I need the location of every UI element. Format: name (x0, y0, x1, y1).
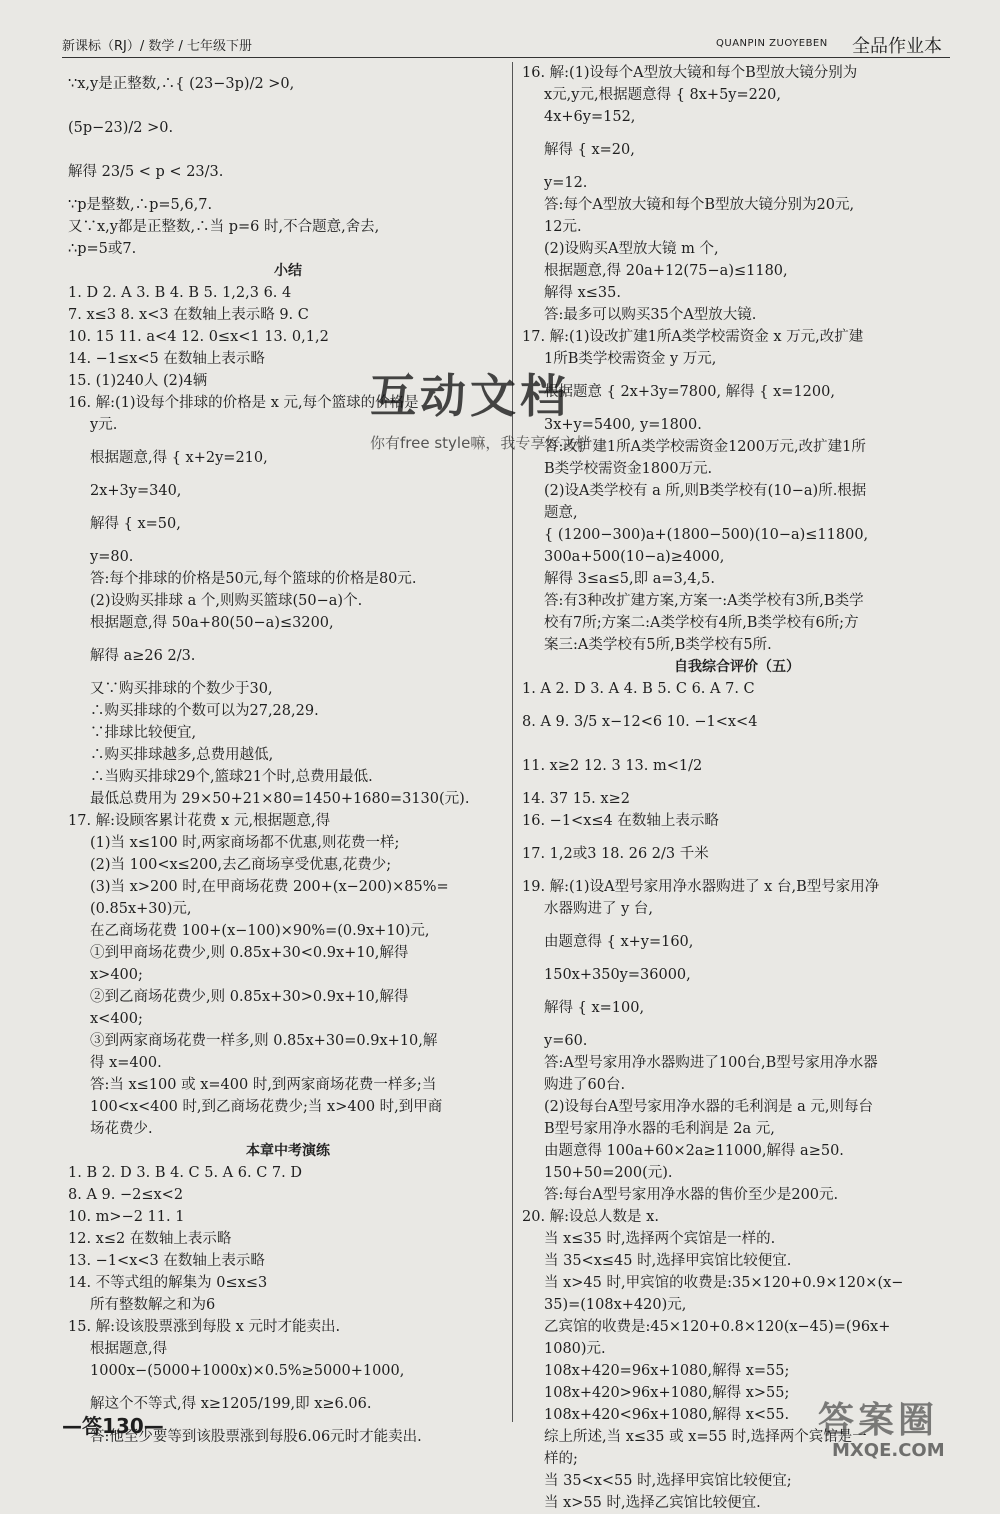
text-line: 又∵购买排球的个数少于30, (90, 681, 273, 697)
page-number: —答130— (62, 1414, 164, 1438)
header-rule (62, 57, 950, 58)
text-line: 100<x<400 时,到乙商场花费少;当 x>400 时,到甲商 (90, 1099, 443, 1115)
text-line: 16. 解:(1)设每个A型放大镜和每个B型放大镜分别为 (522, 65, 858, 81)
text-line: y元. (90, 417, 118, 433)
text-line: 由题意得 100a+60×2a≥11000,解得 a≥50. (544, 1143, 844, 1159)
column-divider (512, 62, 513, 1422)
text-line: (2)当 100<x≤200,去乙商场享受优惠,花费少; (90, 857, 392, 873)
text-line: (3)当 x>200 时,在甲商场花费 200+(x−200)×85%= (90, 879, 449, 895)
text-line: 答:最多可以购买35个A型放大镜. (544, 307, 757, 323)
text-line: 14. 不等式组的解集为 0≤x≤3 (68, 1275, 268, 1291)
text-line: 解得 { x=20, (544, 142, 635, 158)
text-line: (1)当 x≤100 时,两家商场都不优惠,则花费一样; (90, 835, 400, 851)
text-line: x<400; (90, 1011, 143, 1027)
text-line: 20. 解:设总人数是 x. (522, 1209, 659, 1225)
text-line: 购进了60台. (544, 1077, 626, 1093)
text-line: (2)设购买A型放大镜 m 个, (544, 241, 719, 257)
text-line: 14. −1≤x<5 在数轴上表示略 (68, 351, 265, 367)
text-line: 108x+420=96x+1080,解得 x=55; (544, 1363, 790, 1379)
text-line: 由题意得 { x+y=160, (544, 934, 694, 950)
text-line: 当 x≤35 时,选择两个宾馆是一样的. (544, 1231, 776, 1247)
text-line: 答:有3种改扩建方案,方案一:A类学校有3所,B类学 (544, 593, 864, 609)
text-line: ∴购买排球越多,总费用越低, (90, 747, 274, 763)
text-line: 所有整数解之和为6 (90, 1297, 216, 1313)
text-line: 11. x≥2 12. 3 13. m<1/2 (522, 758, 703, 774)
text-line: 得 x=400. (90, 1055, 162, 1071)
series-pinyin: QUANPIN ZUOYEBEN (716, 38, 828, 49)
text-line: 1080)元. (544, 1341, 606, 1357)
text-line: 在乙商场花费 100+(x−100)×90%=(0.9x+10)元, (90, 923, 430, 939)
watermark-title: 互动文档 (370, 369, 570, 423)
text-line: y=80. (90, 549, 134, 565)
text-line: 解得 { x=50, (90, 516, 181, 532)
text-line: 解得 23/5 < p < 23/3. (68, 164, 224, 180)
text-line: 答:每个A型放大镜和每个B型放大镜分别为20元, (544, 197, 855, 213)
text-line: ∴p=5或7. (68, 241, 137, 257)
text-line: (2)设每台A型号家用净水器的毛利润是 a 元,则每台 (544, 1099, 873, 1115)
text-line: 答:每个排球的价格是50元,每个篮球的价格是80元. (90, 571, 417, 587)
left-column (68, 62, 508, 1448)
text-line: 108x+420>96x+1080,解得 x>55; (544, 1385, 790, 1401)
text-line: (5p−23)/2 >0. (68, 120, 174, 136)
corner-logo-title: 答案圈 (818, 1400, 939, 1441)
section-heading: 本章中考演练 (246, 1143, 330, 1159)
text-line: 2x+3y=340, (90, 483, 182, 499)
text-line: 样的; (544, 1451, 578, 1467)
text-line: 当 35<x<55 时,选择甲宾馆比较便宜; (544, 1473, 792, 1489)
text-line: 答:改扩建1所A类学校需资金1200万元,改扩建1所 (544, 439, 866, 455)
text-line: ①到甲商场花费少,则 0.85x+30<0.9x+10,解得 (90, 945, 409, 961)
text-line: 根据题意,得 (90, 1341, 168, 1357)
series-title: 全品作业本 (852, 36, 942, 57)
text-line: 17. 解:(1)设改扩建1所A类学校需资金 x 万元,改扩建 (522, 329, 864, 345)
text-line: 乙宾馆的收费是:45×120+0.8×120(x−45)=(96x+ (544, 1319, 891, 1335)
text-line: 答:每台A型号家用净水器的售价至少是200元. (544, 1187, 839, 1203)
text-line: 根据题意,得 { x+2y=210, (90, 450, 268, 466)
text-line: 最低总费用为 29×50+21×80=1450+1680=3130(元). (90, 791, 470, 807)
text-line: 16. −1<x≤4 在数轴上表示略 (522, 813, 719, 829)
text-line: 150x+350y=36000, (544, 967, 691, 983)
right-column (522, 62, 952, 1514)
text-line: 10. m>−2 11. 1 (68, 1209, 185, 1225)
text-line: 解这个不等式,得 x≥1205/199,即 x≥6.06. (90, 1396, 372, 1412)
text-line: 10. 15 11. a<4 12. 0≤x<1 13. 0,1,2 (68, 329, 329, 345)
text-line: 17. 1,2或3 18. 26 2/3 千米 (522, 846, 709, 862)
text-line: ∴购买排球的个数可以为27,28,29. (90, 703, 319, 719)
text-line: 300a+500(10−a)≥4000, (544, 549, 725, 565)
text-line: 12. x≤2 在数轴上表示略 (68, 1231, 232, 1247)
text-line: 35)=(108x+420)元, (544, 1297, 687, 1313)
text-line: { (1200−300)a+(1800−500)(10−a)≤11800, (544, 527, 869, 543)
text-line: 7. x≤3 8. x<3 在数轴上表示略 9. C (68, 307, 309, 323)
text-line: (2)设购买排球 a 个,则购买篮球(50−a)个. (90, 593, 363, 609)
watermark-subtitle: 你有free style嘛，我专享好文档 (370, 434, 591, 452)
text-line: 15. (1)240人 (2)4辆 (68, 373, 208, 389)
text-line: ∵x,y是正整数,∴{ (23−3p)/2 >0, (68, 76, 295, 92)
text-line: 17. 解:设顾客累计花费 x 元,根据题意,得 (68, 813, 331, 829)
text-line: 解得 { x=100, (544, 1000, 645, 1016)
text-line: 当 x>55 时,选择乙宾馆比较便宜. (544, 1495, 761, 1511)
text-line: 8. A 9. 3/5 x−12<6 10. −1<x<4 (522, 714, 758, 730)
text-line: 解得 3≤a≤5,即 a=3,4,5. (544, 571, 716, 587)
text-line: y=12. (544, 175, 588, 191)
text-line: 8. A 9. −2≤x<2 (68, 1187, 184, 1203)
text-line: 水器购进了 y 台, (544, 901, 654, 917)
text-line: 根据题意,得 50a+80(50−a)≤3200, (90, 615, 334, 631)
text-line: 答:A型号家用净水器购进了100台,B型号家用净水器 (544, 1055, 878, 1071)
text-line: y=60. (544, 1033, 588, 1049)
text-line: x>400; (90, 967, 143, 983)
text-line: 根据题意 { 2x+3y=7800, 解得 { x=1200, (544, 384, 835, 400)
corner-logo (818, 1392, 988, 1466)
text-line: 1. A 2. D 3. A 4. B 5. C 6. A 7. C (522, 681, 755, 697)
text-line: 解得 a≥26 2/3. (90, 648, 196, 664)
text-line: 题意, (544, 505, 578, 521)
text-line: 校有7所;方案二:A类学校有4所,B类学校有6所;方 (544, 615, 859, 631)
text-line: 3x+y=5400, y=1800. (544, 417, 702, 433)
text-line: 1000x−(5000+1000x)×0.5%≥5000+1000, (90, 1363, 405, 1379)
text-line: 当 x>45 时,甲宾馆的收费是:35×120+0.9×120×(x− (544, 1275, 904, 1291)
text-line: 当 35<x≤45 时,选择甲宾馆比较便宜. (544, 1253, 792, 1269)
text-line: B类学校需资金1800万元. (544, 461, 713, 477)
text-line: 13. −1<x<3 在数轴上表示略 (68, 1253, 265, 1269)
text-line: (2)设A类学校有 a 所,则B类学校有(10−a)所.根据 (544, 483, 867, 499)
text-line: 场花费少. (90, 1121, 153, 1137)
text-line: 案三:A类学校有5所,B类学校有5所. (544, 637, 772, 653)
text-line: 答:他至少要等到该股票涨到每股6.06元时才能卖出. (90, 1429, 422, 1445)
text-line: 12元. (544, 219, 582, 235)
text-line: 答:当 x≤100 或 x=400 时,到两家商场花费一样多;当 (90, 1077, 437, 1093)
text-line: ∵排球比较便宜, (90, 725, 197, 741)
text-line: (0.85x+30)元, (90, 901, 192, 917)
text-line: 150+50=200(元). (544, 1165, 673, 1181)
text-line: x元,y元,根据题意得 { 8x+5y=220, (544, 87, 781, 103)
text-line: ∴当购买排球29个,篮球21个时,总费用最低. (90, 769, 373, 785)
text-line: ②到乙商场花费少,则 0.85x+30>0.9x+10,解得 (90, 989, 409, 1005)
text-line: 19. 解:(1)设A型号家用净水器购进了 x 台,B型号家用净 (522, 879, 880, 895)
section-heading: 自我综合评价（五） (674, 659, 800, 675)
corner-logo-url: MXQE.COM (832, 1440, 945, 1461)
text-line: 又∵x,y都是正整数,∴当 p=6 时,不合题意,舍去, (68, 219, 380, 235)
text-line: ∵p是整数,∴p=5,6,7. (68, 197, 213, 213)
text-line: 解得 x≤35. (544, 285, 621, 301)
text-line: 综上所述,当 x≤35 或 x=55 时,选择两个宾馆是一 (544, 1429, 867, 1445)
page-header (0, 0, 1000, 62)
text-line: 1所B类学校需资金 y 万元, (544, 351, 717, 367)
text-line: B型号家用净水器的毛利润是 2a 元, (544, 1121, 775, 1137)
text-line: 4x+6y=152, (544, 109, 636, 125)
text-line: 15. 解:设该股票涨到每股 x 元时才能卖出. (68, 1319, 341, 1335)
watermark (370, 360, 660, 480)
book-subject-label: 新课标（RJ）/ 数学 / 七年级下册 (62, 39, 253, 54)
text-line: 16. 解:(1)设每个排球的价格是 x 元,每个篮球的价格是 (68, 395, 419, 411)
text-line: 108x+420<96x+1080,解得 x<55. (544, 1407, 790, 1423)
text-line: 根据题意,得 20a+12(75−a)≤1180, (544, 263, 788, 279)
text-line: ③到两家商场花费一样多,则 0.85x+30=0.9x+10,解 (90, 1033, 438, 1049)
text-line: 1. D 2. A 3. B 4. B 5. 1,2,3 6. 4 (68, 285, 292, 301)
text-line: 1. B 2. D 3. B 4. C 5. A 6. C 7. D (68, 1165, 302, 1181)
section-heading: 小结 (274, 263, 302, 279)
text-line: 14. 37 15. x≥2 (522, 791, 630, 807)
